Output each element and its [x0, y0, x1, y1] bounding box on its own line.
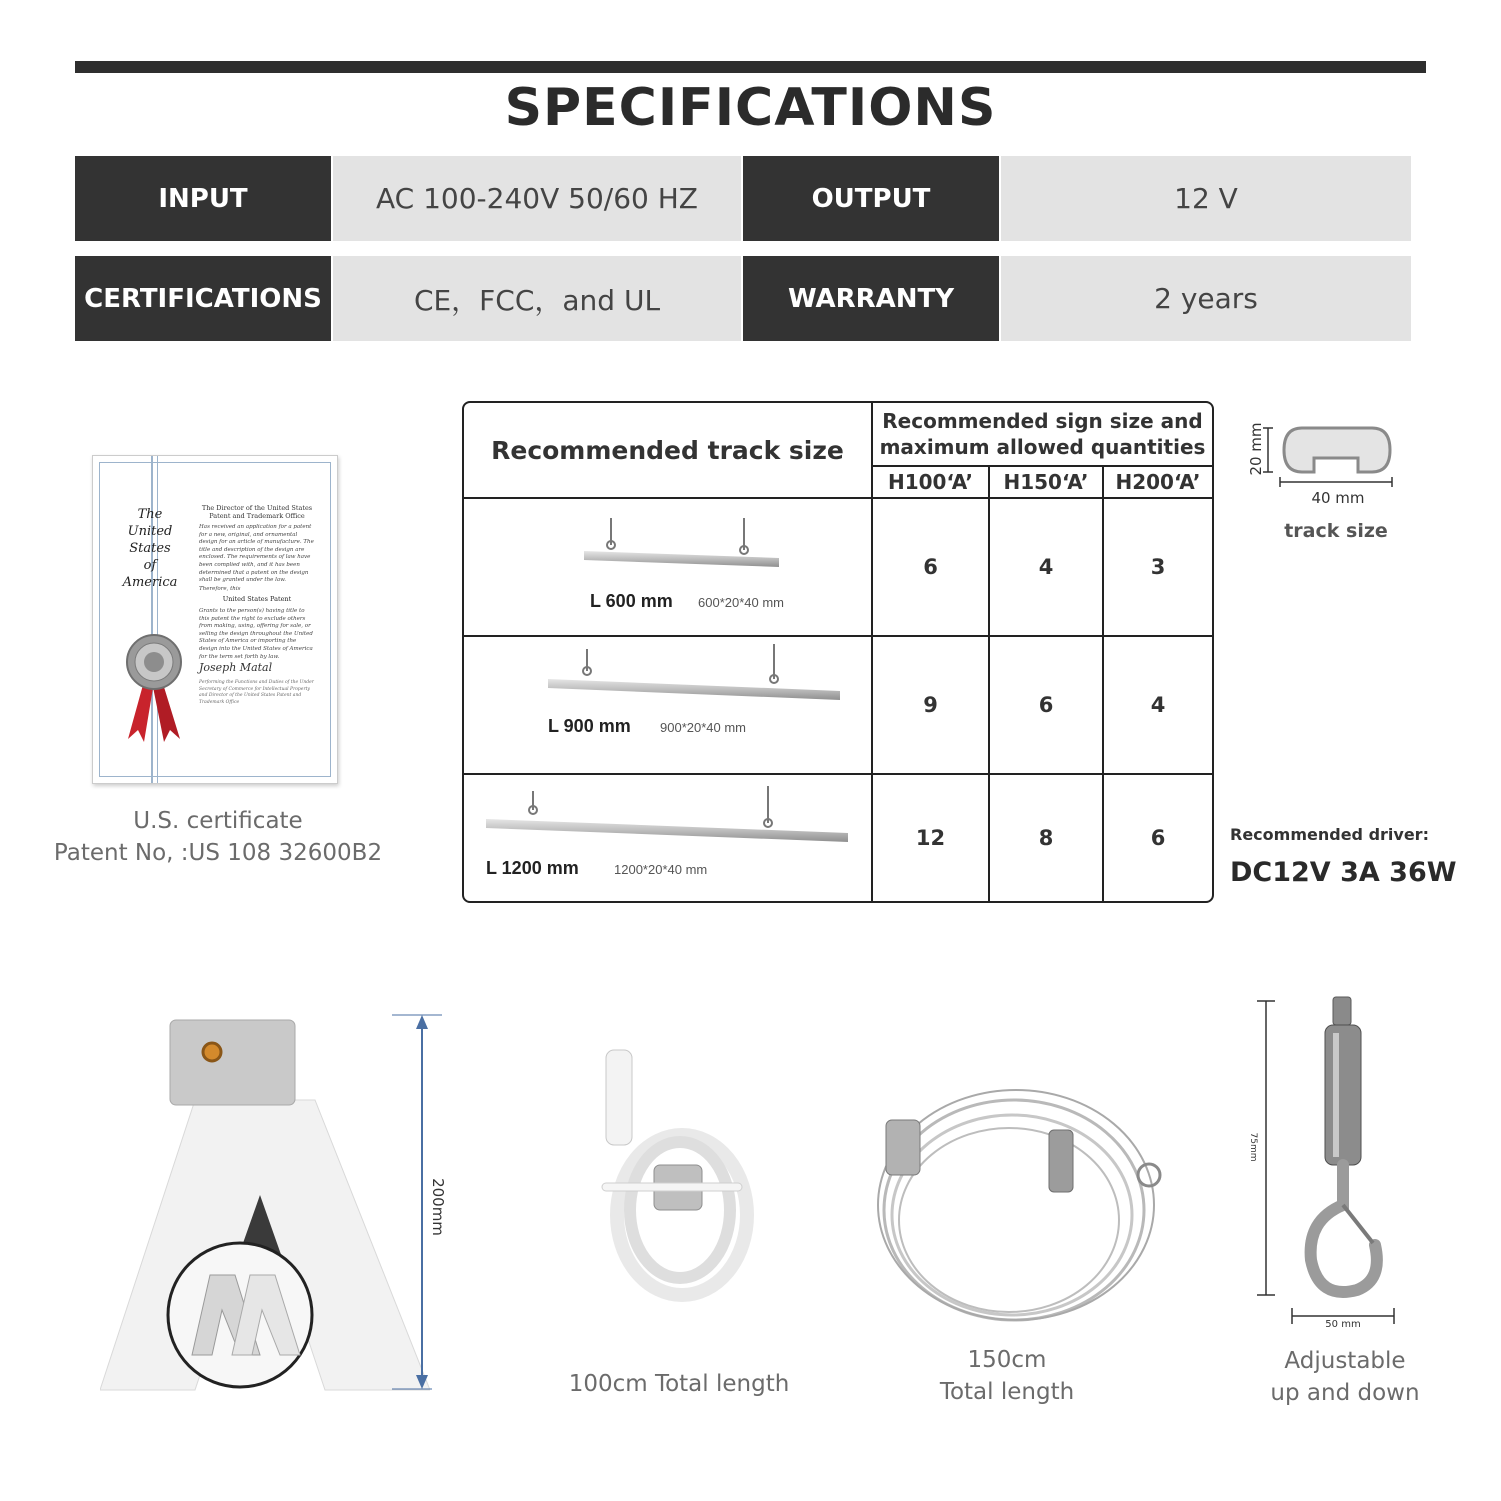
track-connector-box — [170, 1020, 295, 1105]
spec-output-value: 12 V — [1001, 156, 1411, 241]
driver-label: Recommended driver: — [1230, 825, 1429, 844]
hook-image — [1295, 995, 1395, 1305]
spec-warranty-key: WARRANTY — [743, 256, 999, 341]
hook-wire-top — [1333, 997, 1351, 1025]
dim-arrow-bottom — [416, 1375, 428, 1389]
cell-600-h150: 4 — [1038, 555, 1054, 579]
hook-caption-line1: Adjustable — [1284, 1348, 1406, 1374]
wire-gripper — [886, 1120, 920, 1175]
cell-900-h200: 4 — [1150, 693, 1166, 717]
cell-600-h200: 3 — [1150, 555, 1166, 579]
certificate-seal — [120, 634, 190, 744]
certificate-heading — [115, 506, 185, 591]
steel-wire-image — [864, 1075, 1164, 1335]
certificate-grants: Grants to the person(s) having title to this patent the right to exclude others from making, using, offering for sale, or selling the design throughout the United States of America or importing the design into the United States of America for the term set forth by law. — [199, 608, 313, 660]
certificate-office: The Director of the United States Patent and Trademark Office — [201, 504, 313, 520]
cell-1200-h200: 6 — [1150, 826, 1166, 850]
track-1200-dims: 1200*20*40 mm — [614, 862, 708, 877]
track-profile-shape — [1284, 428, 1390, 472]
certificate-caption-line2: Patent No, :US 108 32600B2 — [53, 840, 383, 866]
cell-600-h100: 6 — [923, 555, 938, 579]
certificate-therefore: Therefore, this — [199, 586, 241, 592]
track-height-label: 20 mm — [1247, 422, 1265, 476]
wire-caption-line2: Total length — [939, 1379, 1075, 1405]
certificate-body: Has received an application for a patent for a new, original, and ornamental design for an article of manufacture. The title and description of the design are enclosed. The requirements of law have been complied with, and it has been determined that a patent on the design shall be granted under the law. — [199, 524, 314, 584]
cable-caption: 100cm Total length — [568, 1371, 790, 1397]
spec-certifications-key: CERTIFICATIONS — [75, 256, 331, 341]
hook-latch — [1343, 1205, 1373, 1243]
track-900-dims: 900*20*40 mm — [660, 720, 746, 735]
certificate-caption — [30, 805, 406, 869]
cable-connector — [606, 1050, 632, 1145]
power-cable-image — [592, 1045, 762, 1315]
certificate-footer: Performing the Functions and Duties of the Under Secretary of Commerce for Intellectual Property and Director of the United States Patent and Trademark Office — [199, 680, 314, 705]
hook-caption-line2: up and down — [1270, 1380, 1420, 1406]
wire-gripper — [1049, 1130, 1073, 1192]
hook-barrel-highlight — [1333, 1033, 1339, 1157]
spec-certifications-value: CE，FCC，and UL — [333, 256, 741, 341]
track-1200-image — [482, 783, 852, 853]
top-divider-bar — [75, 61, 1426, 73]
track-600-dims: 600*20*40 mm — [698, 595, 784, 610]
track-size-table — [462, 401, 1214, 903]
track-bar — [548, 679, 840, 700]
patent-certificate — [92, 455, 338, 784]
spec-input-key: INPUT — [75, 156, 331, 241]
certificate-patent-title: United States Patent — [222, 595, 292, 603]
header-sign-size-line2: maximum allowed quantities — [879, 435, 1206, 459]
letter-height-label: 200mm — [429, 1178, 447, 1236]
page-title: SPECIFICATIONS — [504, 78, 997, 138]
hook-caption — [1245, 1345, 1445, 1409]
hook-height-label: 75mm — [1248, 1132, 1258, 1162]
certificate-caption-line1: U.S. certificate — [133, 808, 303, 834]
spec-warranty-value: 2 years — [1001, 256, 1411, 341]
connector-port-icon — [203, 1043, 221, 1061]
header-sign-size — [873, 403, 1212, 465]
track-600-image — [574, 513, 794, 603]
header-h200: H200‘A’ — [1115, 470, 1201, 494]
seal-center — [144, 652, 164, 672]
spec-output-key: OUTPUT — [743, 156, 999, 241]
header-sign-size-line1: Recommended sign size and — [882, 409, 1203, 433]
wire-caption-line1: 150cm — [967, 1347, 1047, 1373]
heading-line: United — [127, 524, 173, 539]
track-size-caption: track size — [1284, 520, 1388, 542]
track-width-label: 40 mm — [1311, 489, 1365, 507]
wire-coil — [892, 1115, 1132, 1315]
heading-line: America — [122, 575, 178, 590]
track-bar — [584, 551, 779, 567]
wire-coil — [899, 1128, 1119, 1312]
header-h100: H100‘A’ — [887, 470, 974, 494]
hook-width-label: 50 mm — [1325, 1319, 1361, 1330]
track-bar — [486, 819, 848, 842]
spec-input-value: AC 100-240V 50/60 HZ — [333, 156, 741, 241]
certificate-signature: Joseph Matal — [199, 661, 273, 674]
letter-sign-image — [100, 1010, 430, 1420]
driver-value: DC12V 3A 36W — [1230, 857, 1457, 888]
heading-line: States — [129, 541, 171, 556]
hook-barrel — [1325, 1025, 1361, 1165]
dim-arrow-top — [416, 1015, 428, 1029]
cell-1200-h100: 12 — [915, 826, 946, 850]
hook-shape — [1311, 1165, 1377, 1292]
cell-900-h150: 6 — [1038, 693, 1054, 717]
wire-caption — [907, 1344, 1107, 1408]
heading-line: The — [137, 507, 163, 522]
track-900-image — [542, 641, 852, 721]
heading-line: of — [143, 558, 157, 573]
cable-tie — [602, 1183, 742, 1191]
header-track-size: Recommended track size — [491, 435, 844, 465]
cell-900-h100: 9 — [923, 693, 938, 717]
cell-1200-h150: 8 — [1038, 826, 1054, 850]
track-1200-length: L 1200 mm — [486, 858, 579, 878]
header-h150: H150‘A’ — [1003, 470, 1089, 494]
wire-coil — [884, 1100, 1144, 1320]
track-900-length: L 900 mm — [548, 716, 631, 736]
track-600-length: L 600 mm — [590, 591, 673, 611]
